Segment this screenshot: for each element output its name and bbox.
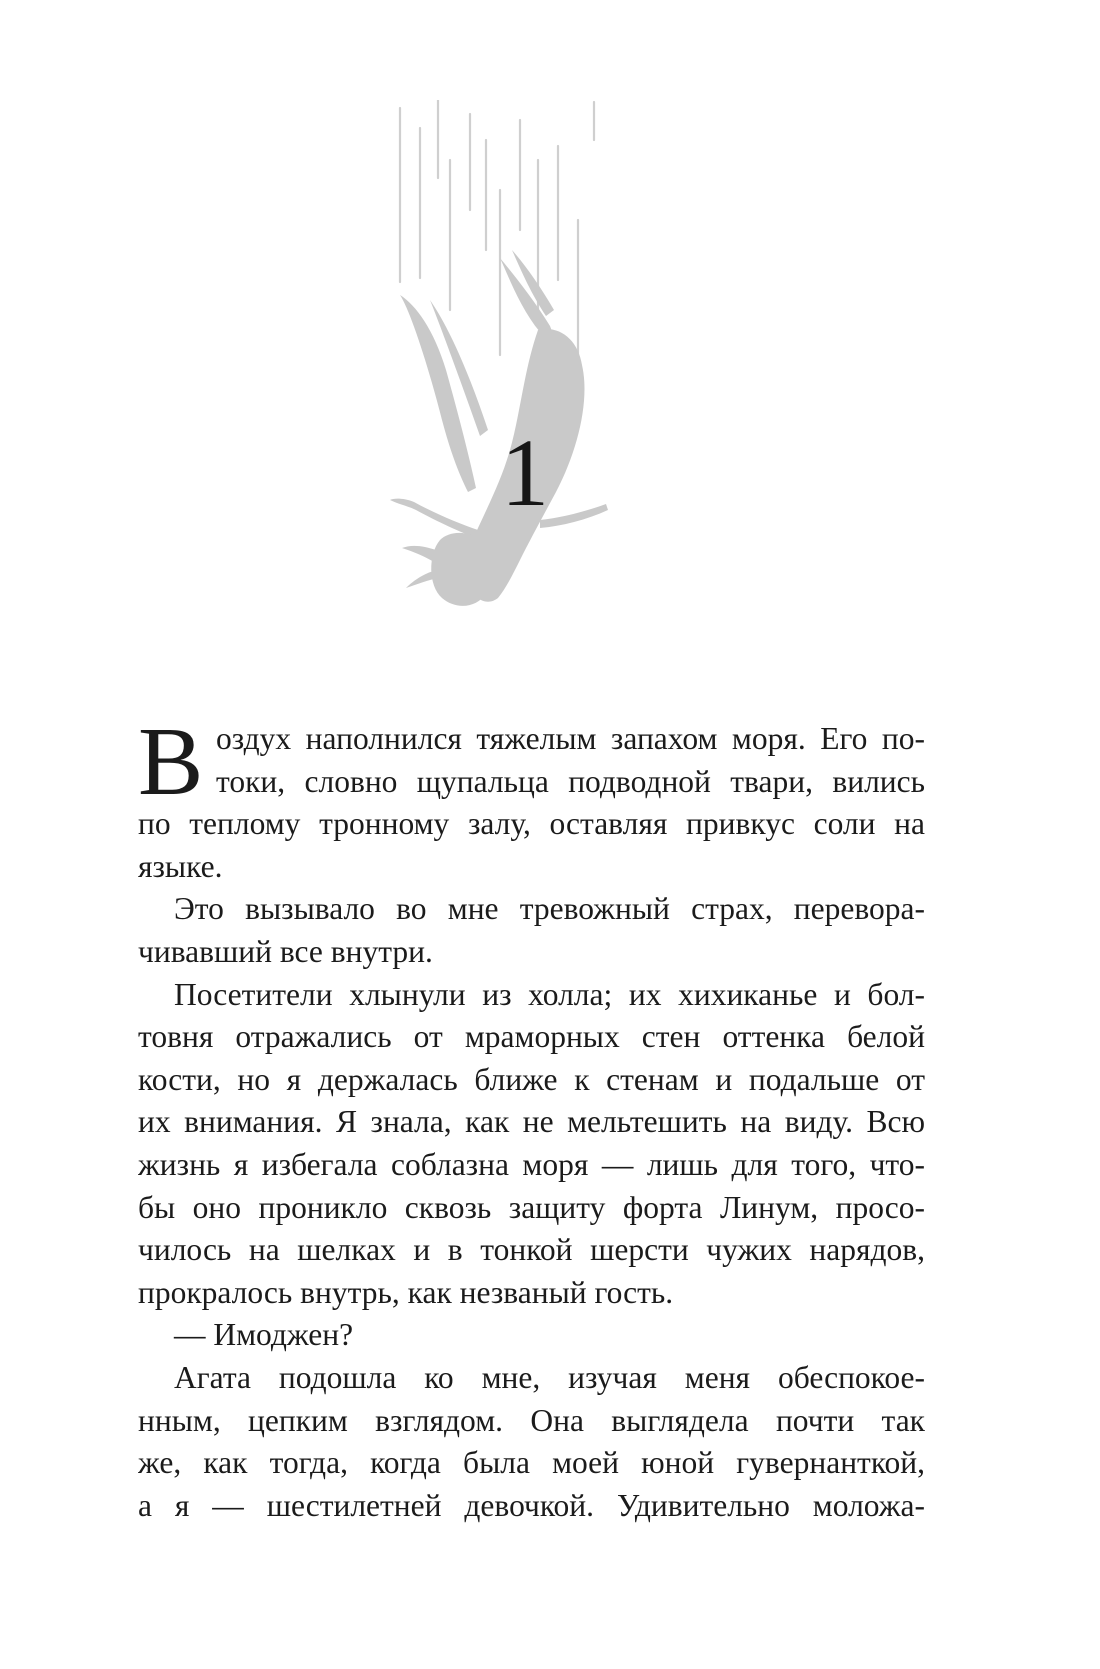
chapter-text <box>138 708 925 1527</box>
text-line: Агата подошла ко мне, изучая меня обеспокое- <box>174 1359 925 1395</box>
text-line: чилось на шелках и в тонкой шерсти чужих нарядов, <box>138 1232 925 1268</box>
text-line: жизнь я избегала соблазна моря — лишь для того, что- <box>138 1146 925 1182</box>
text-line: чивавший все внутри. <box>138 933 433 969</box>
text-line: бы оно проникло сквозь защиту форта Линум, просо- <box>138 1189 925 1225</box>
text-line: Посетители хлынули из холла; их хихиканье и бол- <box>174 976 925 1012</box>
text-line: же, как тогда, когда была моей юной гувернанткой, <box>138 1445 925 1481</box>
text-line: токи, словно щупальца подводной твари, вились <box>216 763 925 799</box>
text-line: а я — шестилетней девочкой. Удивительно моложа- <box>138 1487 925 1523</box>
chapter-number: 1 <box>501 419 549 526</box>
text-line: оздух наполнился тяжелым запахом моря. Его по- <box>216 721 925 756</box>
falling-figure-silhouette-icon <box>380 100 670 660</box>
text-line: по теплому тронному залу, оставляя привкус соли на <box>138 806 925 842</box>
text-line: кости, но я держалась ближе к стенам и подальше от <box>138 1061 925 1097</box>
text-line: Это вызывало во мне тревожный страх, перевора- <box>174 891 925 927</box>
text-line: нным, цепким взглядом. Она выглядела почти так <box>138 1402 925 1438</box>
text-line: языке. <box>138 848 223 884</box>
text-line: их внимания. Я знала, как не мельтешить на виду. Всю <box>138 1104 925 1140</box>
text-line: прокралось внутрь, как незваный гость. <box>138 1274 674 1310</box>
text-line: — Имоджен? <box>174 1317 354 1353</box>
text-line: товня отражались от мраморных стен оттенка белой <box>138 1019 925 1055</box>
drop-cap: В <box>138 708 204 816</box>
